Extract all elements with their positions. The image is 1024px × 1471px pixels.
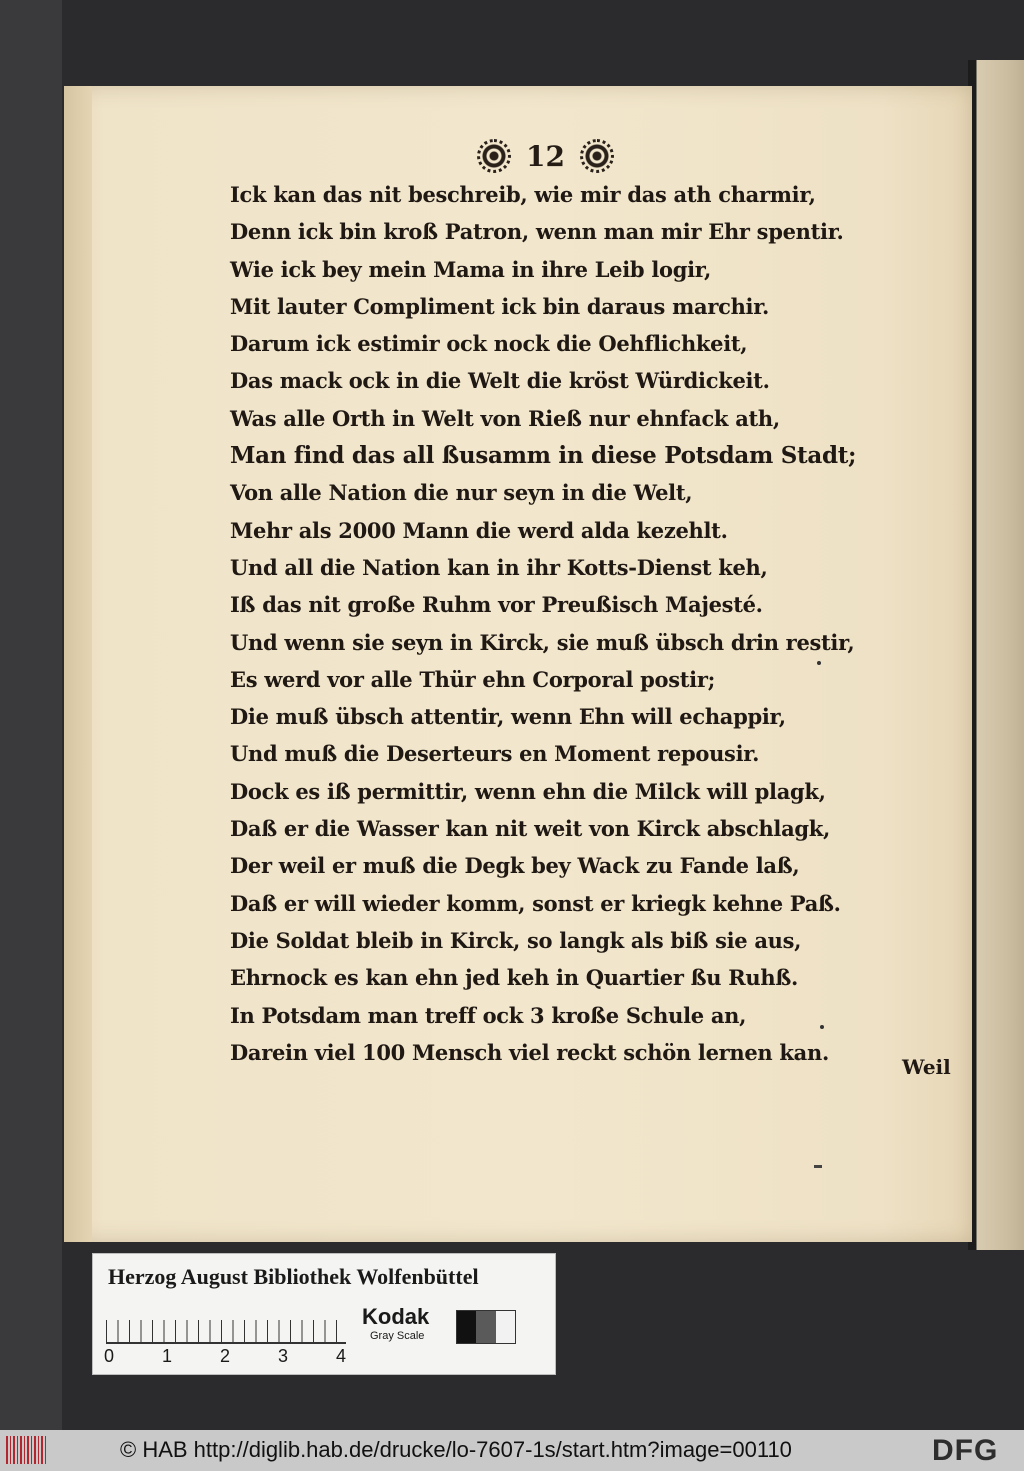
poem-line: Mit lauter Compliment ick bin daraus marchir. — [230, 293, 770, 319]
ruler-number: 0 — [104, 1346, 115, 1366]
flower-ornament-icon — [480, 142, 508, 170]
credit-link[interactable]: © HAB http://diglib.hab.de/drucke/lo-7607-1s/start.htm?image=00110 — [120, 1437, 792, 1462]
poem-line: Und muß die Deserteurs en Moment repousir. — [230, 741, 760, 767]
ruler-number: 2 — [220, 1346, 231, 1366]
gray-swatch — [496, 1311, 515, 1343]
gray-swatch — [476, 1311, 495, 1343]
library-name: Herzog August Bibliothek Wolfenbüttel — [108, 1264, 479, 1289]
poem-line: Und all die Nation kan in ihr Kotts-Dienst keh, — [230, 554, 768, 580]
gray-swatch — [457, 1311, 476, 1343]
poem-line: Mehr als 2000 Mann die werd alda kezehlt. — [230, 517, 728, 543]
gray-scale-swatches — [456, 1310, 516, 1344]
flower-ornament-icon — [583, 142, 611, 170]
poem-line: Darum ick estimir ock nock die Oehflichkeit, — [230, 331, 748, 357]
poem-line: In Potsdam man treff ock 3 kroße Schule an, — [230, 1002, 747, 1028]
poem-line: Denn ick bin kroß Patron, wenn man mir Ehr spentir. — [230, 219, 844, 245]
ruler-number: 4 — [336, 1346, 347, 1366]
paper-speck — [820, 1025, 824, 1029]
ruler-number: 3 — [278, 1346, 289, 1366]
poem-line: Der weil er muß die Degk bey Wack zu Fande laß, — [230, 853, 800, 879]
gray-scale-label: Gray Scale — [370, 1330, 425, 1342]
page-gutter-shadow — [64, 86, 92, 1242]
kodak-logo: Kodak — [362, 1304, 430, 1329]
poem-line: Darein viel 100 Mensch viel reckt schön lernen kan. — [230, 1039, 829, 1065]
catchword: Weil — [902, 1055, 951, 1079]
paper-speck — [817, 661, 821, 665]
scanner-background-left — [0, 0, 62, 1430]
paper-speck — [814, 1165, 822, 1168]
dfg-logo: DFG — [932, 1434, 999, 1467]
poem-text — [230, 176, 857, 1071]
poem-line: Was alle Orth in Welt von Rieß nur ehnfack ath, — [230, 405, 780, 431]
poem-line: Daß er will wieder komm, sonst er kriegk kehne Paß. — [230, 890, 841, 916]
poem-line: Ick kan das nit beschreib, wie mir das ath charmir, — [230, 182, 816, 207]
poem-line: Daß er die Wasser kan nit weit von Kirck abschlagk, — [230, 816, 831, 842]
ruler-number: 1 — [162, 1346, 173, 1366]
barcode-icon — [6, 1436, 46, 1464]
page-number: 12 — [526, 139, 565, 173]
page-header — [480, 136, 680, 176]
poem-line: Wie ick bey mein Mama in ihre Leib logir, — [230, 256, 712, 282]
poem-line: Die muß übsch attentir, wenn Ehn will echappir, — [230, 704, 786, 730]
poem-line: Von alle Nation die nur seyn in die Welt, — [230, 480, 693, 506]
poem-line: Die Soldat bleib in Kirck, so langk als biß sie aus, — [230, 927, 802, 953]
poem-line: Das mack ock in die Welt die kröst Würdickeit. — [230, 368, 770, 394]
poem-line: Es werd vor alle Thür ehn Corporal postir; — [230, 666, 716, 692]
poem-line: Iß das nit große Ruhm vor Preußisch Majesté. — [230, 592, 763, 618]
poem-line: Dock es iß permittir, wenn ehn die Milck will plagk, — [230, 778, 826, 804]
poem-line: Ehrnock es kan ehn jed keh in Quartier ßu Ruhß. — [230, 965, 799, 991]
poem-line: Man find das all ßusamm in diese Potsdam Stadt; — [230, 442, 857, 470]
poem-line: Und wenn sie seyn in Kirck, sie muß übsch drin restir, — [230, 629, 855, 655]
measurement-ruler — [106, 1308, 346, 1344]
facing-page-edge — [968, 60, 1024, 1250]
